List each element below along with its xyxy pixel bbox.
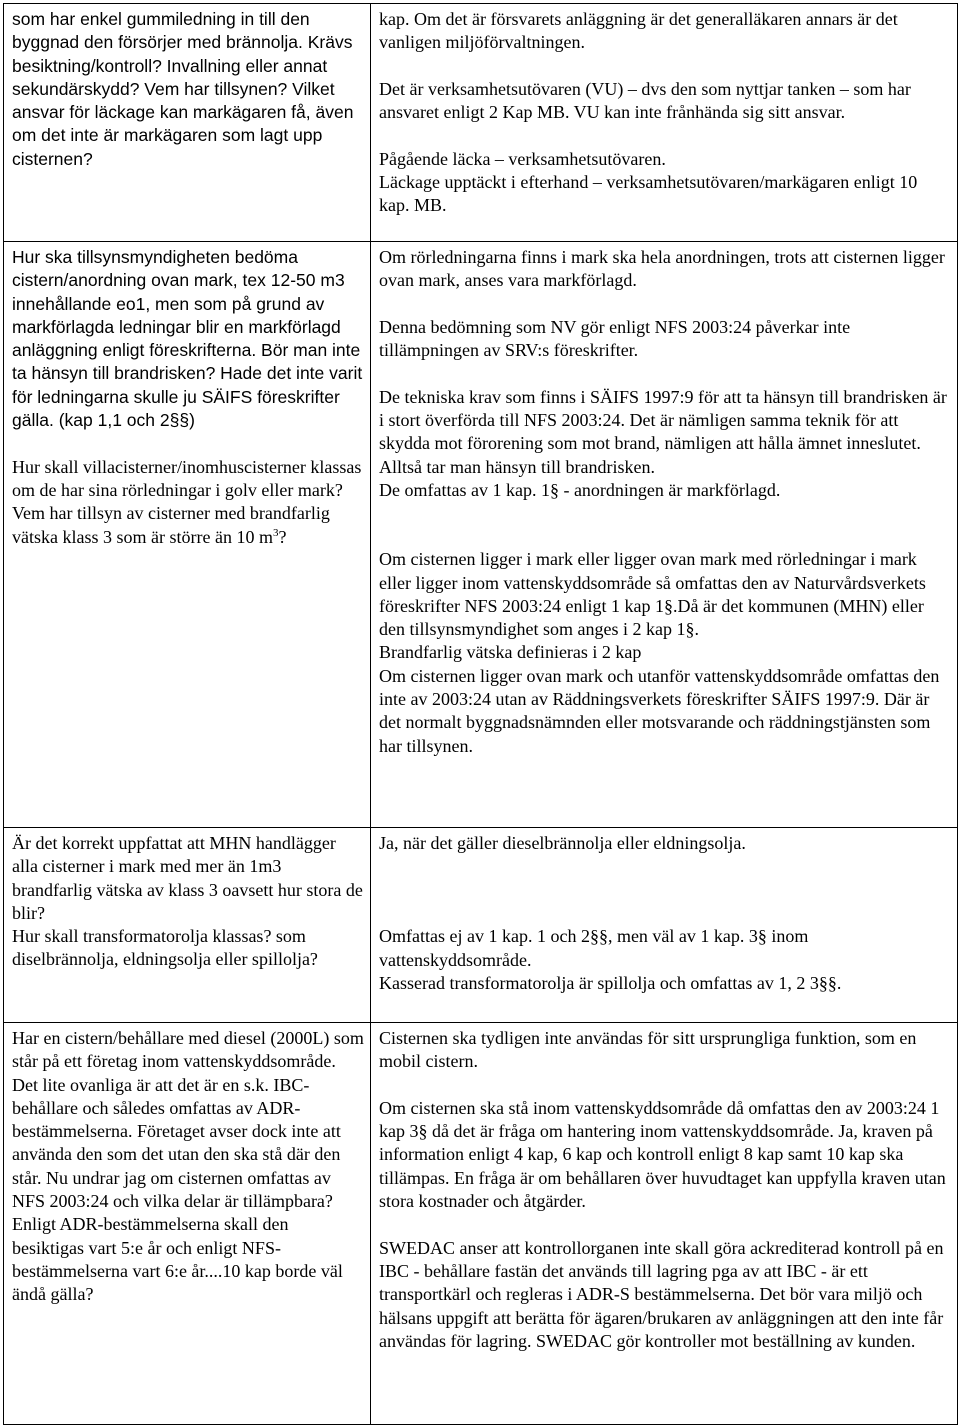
question-text: Är det korrekt uppfattat att MHN handlägger alla cisterner i mark med mer än 1m3 brandfarlig vätska av klass 3 oavsett hur stora de blir?: [12, 833, 363, 923]
answer-cell: [371, 828, 958, 1023]
answer-text: Pågående läcka – verksamhetsutövaren.: [379, 148, 666, 169]
answer-text: Brandfarlig vätska definieras i 2 kap: [379, 642, 642, 663]
question-text: Hur ska tillsynsmyndigheten bedöma cistern/anordning ovan mark, tex 12-50 m3 innehållande eo1, men som på grund av markförlagda ledningar blir en markförlagd anläggning enligt föreskrifterna. Bör man inte ta hänsyn till brandrisken? Hade det inte varit för ledningarna skulle ju SÄIFS föreskrifter gälla. (kap 1,1 och 2§§): [12, 247, 363, 431]
answer-text: De omfattas av 1 kap. 1§ - anordningen är markförlagd.: [379, 479, 781, 500]
question-cell: [4, 4, 371, 242]
answer-text: De tekniska krav som finns i SÄIFS 1997:9 för att ta hänsyn till brandrisken är i stort överförda till NFS 2003:24. Det är nämligen samma teknik för att skydda mot förorening som mot brand, nämligen att hålla ämnet inneslutet. Alltså tar man hänsyn till brandrisken.: [379, 386, 947, 477]
table-row: [4, 1023, 958, 1425]
answer-text: Om rörledningarna finns i mark ska hela anordningen, trots att cisternen ligger ovan mark, anses vara markförlagd.: [379, 247, 945, 291]
superscript: 3: [272, 526, 279, 539]
answer-text: Cisternen ska tydligen inte användas för sitt ursprungliga funktion, som en mobil cistern.: [379, 1028, 917, 1072]
answer-text: Om cisternen ligger i mark eller ligger ovan mark med rörledningar i mark eller ligger inom vattenskyddsområde så omfattas den av Naturvårdsverkets föreskrifter NFS 2003:24 enligt 1 kap 1§.Då är det kommunen (MHN) eller den tillsynsmyndighet som anges i 2 kap 1§.: [379, 549, 926, 640]
question-text: [12, 502, 364, 549]
question-text: Hur skall transformatorolja klassas? som diselbrännolja, eldningsolja eller spillolja?: [12, 926, 318, 970]
question-text: Har en cistern/behållare med diesel (2000L) som står på ett företag inom vattenskyddsområde. Det lite ovanliga är att det är en s.k. IBC-behållare och således omfattas av ADR-bestämmelserna. Företaget avser dock inte att använda den som det utan den ska stå där den står. Nu undrar jag om cisternen omfattas av NFS 2003:24 och vilka delar är tillämpbara? Enligt ADR-bestämmelserna skall den besiktigas vart 5:e år och enligt NFS-bestämmelserna vart 6:e år....10 kap borde väl ändå gälla?: [12, 1028, 364, 1305]
question-text-end: ?: [278, 526, 287, 547]
question-text: som har enkel gummiledning in till den byggnad den försörjer med brännolja. Krävs besiktning/kontroll? Invallning eller annat sekundärskydd? Vem har tillsynen? Vilket ansvar för läckage kan markägaren få, även om det inte är markägaren som lagt upp cisternen?: [12, 9, 354, 169]
question-cell: [4, 242, 371, 828]
answer-cell: [371, 242, 958, 828]
table-row: [4, 4, 958, 242]
table-row: [4, 828, 958, 1023]
answer-text: kap. Om det är försvarets anläggning är det generalläkaren annars är det vanligen miljöförvaltningen.: [379, 9, 898, 53]
question-cell: [4, 1023, 371, 1425]
answer-cell: [371, 1023, 958, 1425]
answer-text: Om cisternen ska stå inom vattenskyddsområde då omfattas den av 2003:24 1 kap 3§ då det är fråga om hantering inom vattenskyddsområde. Ja, kraven på information enligt 4 kap, 6 kap och kontroll enligt 8 kap samt 10 kap ska tillämpas. En fråga är om behållaren över huvudtaget kan uppfylla kraven utan stora kostnader och åtgärder.: [379, 1097, 946, 1212]
qa-table: [3, 3, 958, 1425]
answer-text: Ja, när det gäller dieselbrännolja eller eldningsolja.: [379, 833, 746, 853]
answer-text: Omfattas ej av 1 kap. 1 och 2§§, men väl av 1 kap. 3§ inom vattenskyddsområde.: [379, 926, 809, 970]
answer-cell: [371, 4, 958, 242]
answer-text: Läckage upptäckt i efterhand – verksamhetsutövaren/markägaren enligt 10 kap. MB.: [379, 172, 918, 216]
answer-text: Det är verksamhetsutövaren (VU) – dvs den som nyttjar tanken – som har ansvaret enligt 2 Kap MB. VU kan inte frånhända sig sitt ansvar.: [379, 78, 911, 123]
answer-text: Om cisternen ligger ovan mark och utanför vattenskyddsområde omfattas den inte av 2003:24 utan av Räddningsverkets föreskrifter SÄIFS 1997:9. Där är det normalt byggnadsnämnden eller motsvarande och räddningstjänsten som har tillsynen.: [379, 665, 940, 756]
answer-text: Kasserad transformatorolja är spillolja och omfattas av 1, 2 3§§.: [379, 972, 842, 993]
answer-text: Denna bedömning som NV gör enligt NFS 2003:24 påverkar inte tillämpningen av SRV:s föreskrifter.: [379, 316, 851, 361]
answer-text: SWEDAC anser att kontrollorganen inte skall göra ackrediterad kontroll på en IBC - behållare fastän det används till lagring pga av att IBC - är ett transportkärl och regleras i ADR-S bestämmelserna. Det bör vara miljö och hälsans uppgift att berätta för ägaren/brukaren av anläggningen att den inte får användas för lagring. SWEDAC gör kontroller mot beställning av kunden.: [379, 1237, 944, 1351]
question-text-main: Vem har tillsyn av cisterner med brandfarlig vätska klass 3 som är större än 10 m: [12, 503, 330, 547]
question-text: Hur skall villacisterner/inomhuscisterner klassas om de har sina rörledningar i golv eller mark?: [12, 456, 362, 500]
table-row: [4, 242, 958, 828]
question-cell: [4, 828, 371, 1023]
